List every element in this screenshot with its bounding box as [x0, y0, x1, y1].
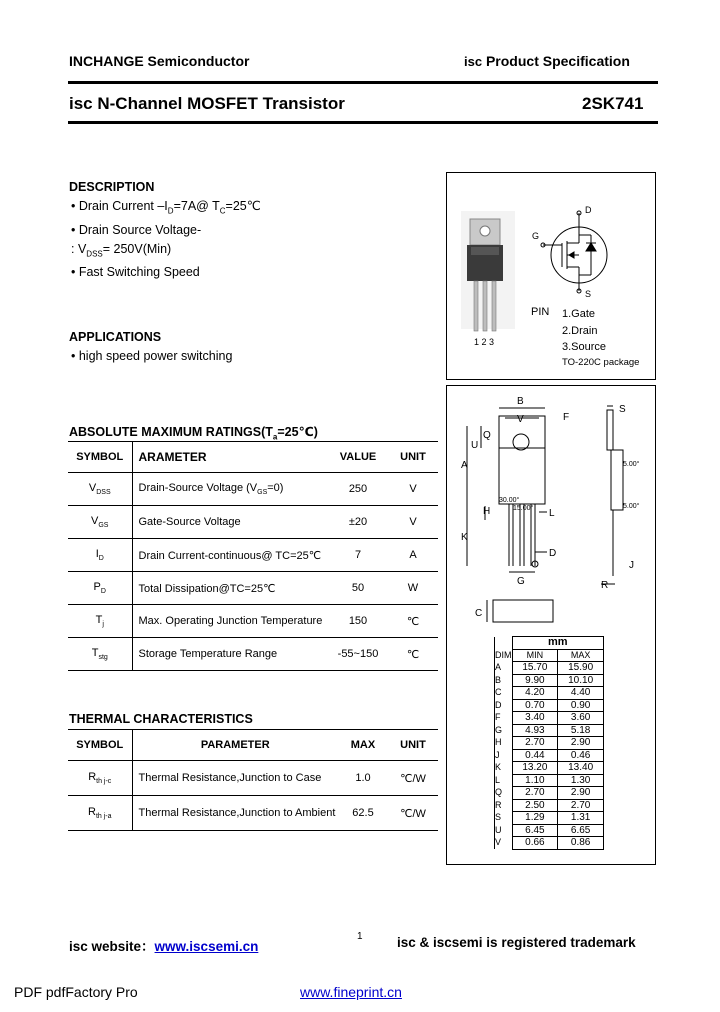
- table-row: $R_{th j-c}$ Thermal Resistance,Junction to Case 1.0 ℃/W: [68, 761, 438, 796]
- end-view-drawing: [447, 586, 567, 630]
- table-row: $I_D$ Drain Current-continuous@ TC=25℃ 7 A: [68, 539, 438, 572]
- dim-label-j: J: [629, 560, 634, 571]
- spec-prefix: isc: [464, 54, 483, 69]
- product-title: isc N-Channel MOSFET Transistor: [69, 94, 345, 113]
- table-row: A 15.70 15.90: [495, 662, 604, 675]
- thermal-table: [68, 729, 438, 831]
- applications-heading: APPLICATIONS: [69, 330, 162, 344]
- table-row: L 1.10 1.30: [495, 774, 604, 787]
- page-number: 1: [357, 931, 363, 942]
- package-box: [446, 172, 656, 380]
- table-row: K 13.20 13.40: [495, 762, 604, 775]
- angle-30: 30.00°: [499, 497, 520, 504]
- table-row: $R_{th j-a}$ Thermal Resistance,Junction to Ambient 62.5 ℃/W: [68, 796, 438, 831]
- table-row: V 0.66 0.86: [495, 837, 604, 850]
- table-row: J 0.44 0.46: [495, 749, 604, 762]
- to220-photo: [461, 211, 515, 331]
- terminal-s-label: S: [585, 289, 592, 299]
- terminal-d-label: D: [585, 205, 592, 215]
- dim-label-h: H: [483, 506, 491, 517]
- table-row: R 2.50 2.70: [495, 799, 604, 812]
- dim-label-a: A: [461, 460, 468, 471]
- pin-2: 2.Drain: [562, 324, 598, 337]
- pdf-factory-label: PDF pdfFactory Pro: [14, 984, 138, 1000]
- angle-15: 15.00°: [513, 505, 534, 512]
- dim-label-g: G: [517, 576, 525, 587]
- description-heading: DESCRIPTION: [69, 180, 155, 194]
- table-row: D 0.70 0.90: [495, 699, 604, 712]
- application-item: • high speed power switching: [71, 349, 233, 363]
- table-row: F 3.40 3.60: [495, 712, 604, 725]
- title-rule: [68, 121, 658, 124]
- col-parameter: ARAMETER: [138, 450, 207, 464]
- abs-max-heading: ABSOLUTE MAXIMUM $RATINGS(T_a=25℃)$: [69, 425, 318, 442]
- pin-label: PIN: [531, 306, 550, 318]
- package-svg: [447, 173, 655, 379]
- table-row: $T_{stg}$ Storage Temperature Range -55~150 ℃: [68, 638, 438, 671]
- dsv-item: • Drain Source Voltage-: [71, 222, 202, 237]
- terminal-g-label: G: [532, 231, 540, 241]
- angle-5-bottom: 5.00°: [623, 503, 640, 510]
- table-row: $T_j$ Max. Operating Junction Temperature 150 ℃: [68, 605, 438, 638]
- dim-col-max: MAX: [558, 649, 604, 662]
- dim-label-q: Q: [483, 430, 491, 441]
- dim-label-v: V: [517, 414, 524, 425]
- table-row: H 2.70 2.90: [495, 737, 604, 750]
- fast-switching-item: • Fast Switching Speed: [71, 265, 200, 279]
- dim-col-min: MIN: [512, 649, 558, 662]
- website-footer: [69, 935, 258, 955]
- spec-text: Product Specification: [485, 53, 630, 69]
- table-row: $V_{GS}$ Gate-Source Voltage ±20 V: [68, 506, 438, 539]
- table-row: $V_{DSS}$ Drain-Source Voltage $(V_{GS}=0)$ 250 V: [68, 473, 438, 506]
- dim-label-k: K: [461, 532, 468, 543]
- mosfet-symbol: [541, 211, 607, 293]
- col-symbol: SYMBOL: [68, 442, 132, 473]
- table-row: $P_D$ Total Dissipation@TC=25℃ 50 W: [68, 572, 438, 605]
- dim-label-c: C: [475, 608, 483, 619]
- col-symbol: SYMBOL: [68, 730, 132, 761]
- pin-3: 3.Source: [562, 341, 607, 353]
- drain-current-item: • Drain Current $-I_D=7A@$ $T_C=25℃$: [71, 199, 261, 216]
- col-max: MAX: [350, 739, 376, 751]
- col-value: VALUE: [339, 451, 377, 463]
- company-name: INCHANGE Semiconductor: [69, 53, 250, 69]
- part-number: 2SK741: [582, 94, 644, 113]
- fineprint-link[interactable]: www.fineprint.cn: [300, 984, 402, 1000]
- dim-label-d: D: [549, 548, 557, 559]
- table-row: C 4.20 4.40: [495, 687, 604, 700]
- package-name: TO-220C package: [562, 357, 640, 368]
- dim-col-dim: DIM: [495, 649, 512, 660]
- table-row: B 9.90 10.10: [495, 674, 604, 687]
- table-row: Q 2.70 2.90: [495, 787, 604, 800]
- pin-1: 1.Gate: [562, 308, 596, 320]
- dim-label-l: L: [549, 508, 555, 519]
- description-list: [71, 197, 261, 282]
- dim-label-s: S: [619, 404, 626, 415]
- thermal-heading: THERMAL CHARACTERISTICS: [69, 712, 253, 726]
- table-row: S 1.29 1.31: [495, 812, 604, 825]
- spec-label: [464, 53, 630, 69]
- pin-list: [562, 306, 606, 356]
- table-row: U 6.45 6.65: [495, 824, 604, 837]
- trademark-text: isc & iscsemi is registered trademark: [397, 935, 636, 950]
- dim-label-b: B: [517, 396, 524, 407]
- dimension-table: [494, 636, 604, 850]
- dim-label-u: U: [471, 440, 479, 451]
- pin-numbers: 1 2 3: [474, 337, 495, 347]
- dim-label-r: R: [601, 580, 609, 591]
- website-label: isc website：: [69, 939, 155, 954]
- dim-label-f: F: [563, 412, 570, 423]
- angle-5-top: 5.00°: [623, 461, 640, 468]
- dim-unit: mm: [512, 637, 604, 650]
- website-link[interactable]: www.iscsemi.cn: [154, 939, 259, 954]
- col-unit: UNIT: [400, 451, 426, 463]
- abs-max-table: [68, 441, 438, 671]
- col-unit: UNIT: [400, 739, 426, 751]
- col-parameter: PARAMETER: [200, 739, 270, 751]
- header-rule: [68, 81, 658, 84]
- dsv-value: : $V_{DSS}= 250V(Min)$: [71, 241, 172, 258]
- table-row: G 4.93 5.18: [495, 724, 604, 737]
